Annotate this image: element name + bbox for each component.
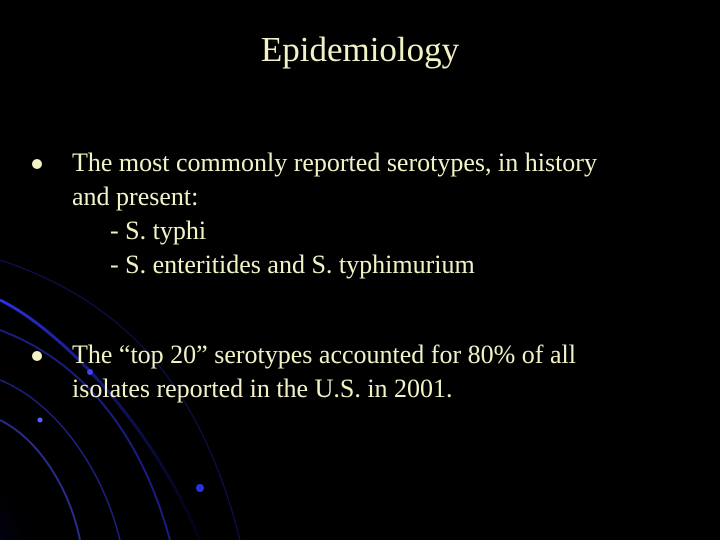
- bullet-text: The most commonly reported serotypes, in history: [72, 148, 597, 177]
- bullet-dot-icon: [32, 159, 42, 169]
- bullet-text: The “top 20” serotypes accounted for 80% of all: [72, 340, 576, 369]
- bullet-item: [28, 146, 698, 282]
- sub-item-text: - S. enteritides and S. typhimurium: [110, 250, 475, 279]
- bullet-dot-icon: [32, 351, 42, 361]
- bullet-text: isolates reported in the U.S. in 2001.: [72, 374, 453, 403]
- bullet-item: [28, 338, 698, 406]
- orbit-dot: [38, 418, 43, 423]
- slide-title: Epidemiology: [260, 30, 460, 69]
- bullet-list: [28, 146, 698, 406]
- orbit-dot: [196, 484, 204, 492]
- bullet-text: and present:: [72, 182, 199, 211]
- sub-item-text: - S. typhi: [110, 216, 207, 245]
